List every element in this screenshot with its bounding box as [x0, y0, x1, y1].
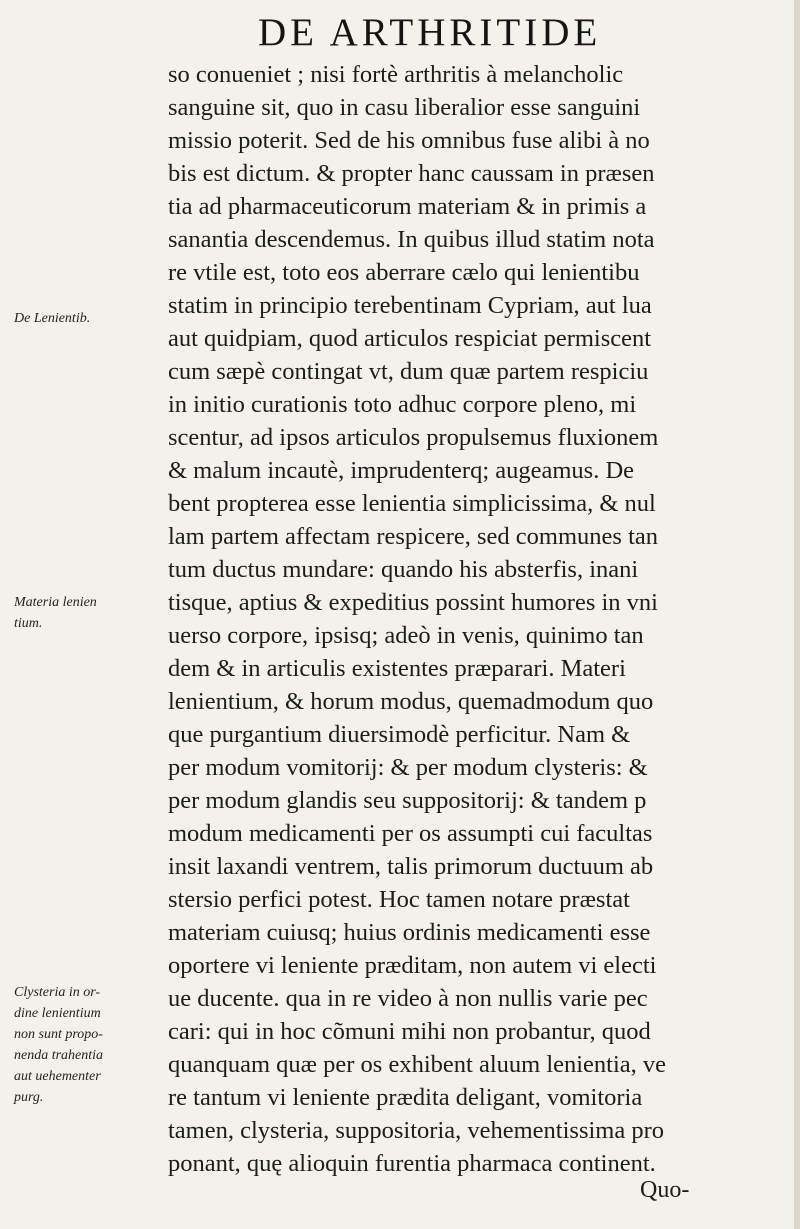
text-line: lam partem affectam respicere, sed communes tan [168, 523, 659, 550]
text-line: so conueniet ; nisi fortè arthritis à melancholic [168, 61, 624, 88]
text-line: lenientium, & horum modus, quemadmodum quo [168, 688, 654, 715]
text-line: insit laxandi ventrem, talis primorum ductuum ab [168, 853, 654, 880]
text-line: cari: qui in hoc cõmuni mihi non probantur, quod [168, 1018, 651, 1045]
text-line: stersio perfici potest. Hoc tamen notare præstat [168, 886, 630, 913]
text-line: tia ad pharmaceuticorum materiam & in primis a [168, 193, 647, 220]
text-line: ue ducente. qua in re video à non nullis varie pec [168, 985, 648, 1012]
margin-note-line: aut uehementer [14, 1069, 101, 1084]
margin-note-line: nenda trahentia [14, 1048, 104, 1063]
margin-note-line: dine lenientium [14, 1006, 101, 1021]
text-line: statim in principio terebentinam Cypriam, aut lua [168, 292, 652, 319]
text-line: modum medicamenti per os assumpti cui facultas [168, 820, 653, 847]
text-line: tisque, aptius & expeditius possint humores in vni [168, 589, 658, 616]
text-line: in initio curationis toto adhuc corpore pleno, mi [168, 391, 637, 418]
text-line: oportere vi leniente præditam, non autem vi electi [168, 952, 657, 979]
text-line: tamen, clysteria, suppositoria, vehementissima pro [168, 1117, 665, 1144]
text-line: tum ductus mundare: quando his absterfis, inani [168, 556, 639, 583]
page-edge [794, 0, 800, 1229]
text-line: sanantia descendemus. In quibus illud statim nota [168, 226, 655, 253]
text-line: materiam cuiusq; huius ordinis medicamenti esse [168, 919, 651, 946]
margin-note-clysteria [14, 982, 126, 1108]
margin-note-line: De Lenientib. [14, 311, 91, 326]
body-text [168, 58, 800, 1180]
margin-note-line: Clysteria in or- [14, 985, 101, 1000]
text-line: aut quidpiam, quod articulos respiciat permiscent [168, 325, 652, 352]
catchword: Quo- [640, 1177, 690, 1203]
margin-note-materia-lenientium [14, 592, 126, 634]
text-line: scentur, ad ipsos articulos propulsemus fluxionem [168, 424, 659, 451]
margin-note-line: tium. [14, 616, 43, 631]
text-line: bis est dictum. & propter hanc caussam in præsen [168, 160, 655, 187]
text-line: que purgantium diuersimodè perficitur. Nam & [168, 721, 631, 748]
margin-note-line: purg. [14, 1090, 44, 1105]
text-line: cum sæpè contingat vt, dum quæ partem respiciu [168, 358, 649, 385]
text-line: per modum glandis seu suppositorij: & tandem p [168, 787, 647, 814]
running-head: DE ARTHRITIDE [258, 11, 602, 54]
text-line: sanguine sit, quo in casu liberalior esse sanguini [168, 94, 641, 121]
text-line: per modum vomitorij: & per modum clysteris: & [168, 754, 648, 781]
text-line: quanquam quæ per os exhibent aluum lenientia, ve [168, 1051, 667, 1078]
text-line: ponant, quę alioquin furentia pharmaca continent. [168, 1150, 656, 1177]
margin-note-line: Materia lenien [14, 595, 97, 610]
margin-note-line: non sunt propo- [14, 1027, 103, 1042]
text-line: missio poterit. Sed de his omnibus fuse alibi à no [168, 127, 650, 154]
text-line: re vtile est, toto eos aberrare cælo qui lenientibu [168, 259, 640, 286]
text-line: re tantum vi leniente prædita deligant, vomitoria [168, 1084, 643, 1111]
text-line: uerso corpore, ipsisq; adeò in venis, quinimo tan [168, 622, 644, 649]
margin-note-de-lenientibus [14, 308, 126, 329]
text-line: bent propterea esse lenientia simplicissima, & nul [168, 490, 656, 517]
text-line: dem & in articulis existentes præparari. Materi [168, 655, 626, 682]
text-line: & malum incautè, imprudenterq; augeamus. De [168, 457, 635, 484]
